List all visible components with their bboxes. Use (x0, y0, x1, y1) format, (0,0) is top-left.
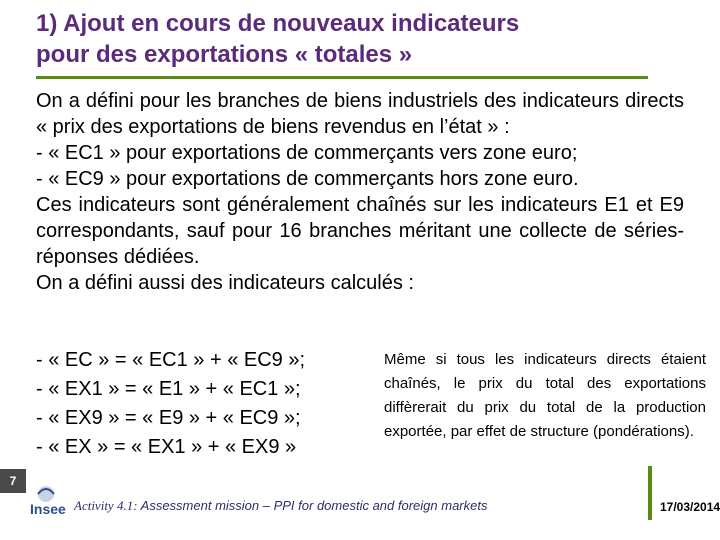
activity-label: Activity 4.1: (74, 498, 138, 513)
activity-description: Assessment mission – PPI for domestic and foreign markets (137, 498, 488, 513)
slide-body (36, 88, 684, 296)
footer-date: 17/03/2014 (660, 500, 720, 514)
page-number: 7 (0, 469, 26, 493)
footer-activity (74, 498, 487, 514)
formula-ex: - « EX » = « EX1 » + « EX9 » (36, 436, 297, 458)
title-underline (36, 76, 648, 79)
formula-ec: - « EC » = « EC1 » + « EC9 »; (36, 349, 306, 371)
side-note: Même si tous les indicateurs directs étaient chaînés, le prix du total des exportations diffèrerait du prix du total de la production exportée, par effet de structure (pondérations). (384, 351, 706, 440)
slide-title (36, 8, 676, 70)
paragraph-intro: On a défini pour les branches de biens industriels des indicateurs directs « prix des exportations de biens revendus en l’état » : (36, 90, 684, 138)
formula-ex9: - « EX9 » = « E9 » + « EC9 »; (36, 407, 301, 429)
insee-logo-text: Insee (30, 501, 66, 517)
paragraph-calculated: On a défini aussi des indicateurs calculés : (36, 272, 414, 294)
bullet-ec1: - « EC1 » pour exportations de commerçants vers zone euro; (36, 142, 578, 164)
slide-title-line-2: pour des exportations « totales » (36, 41, 413, 68)
formula-ex1: - « EX1 » = « E1 » + « EC1 »; (36, 378, 301, 400)
slide-title-line-1: 1) Ajout en cours de nouveaux indicateurs (36, 10, 520, 37)
footer-divider (648, 466, 652, 520)
paragraph-chaining: Ces indicateurs sont généralement chaînés sur les indicateurs E1 et E9 correspondants, sauf pour 16 branches méritant une collecte de séries-réponses dédiées. (36, 194, 684, 268)
formula-list (36, 346, 376, 462)
bullet-ec9: - « EC9 » pour exportations de commerçants hors zone euro. (36, 168, 579, 190)
